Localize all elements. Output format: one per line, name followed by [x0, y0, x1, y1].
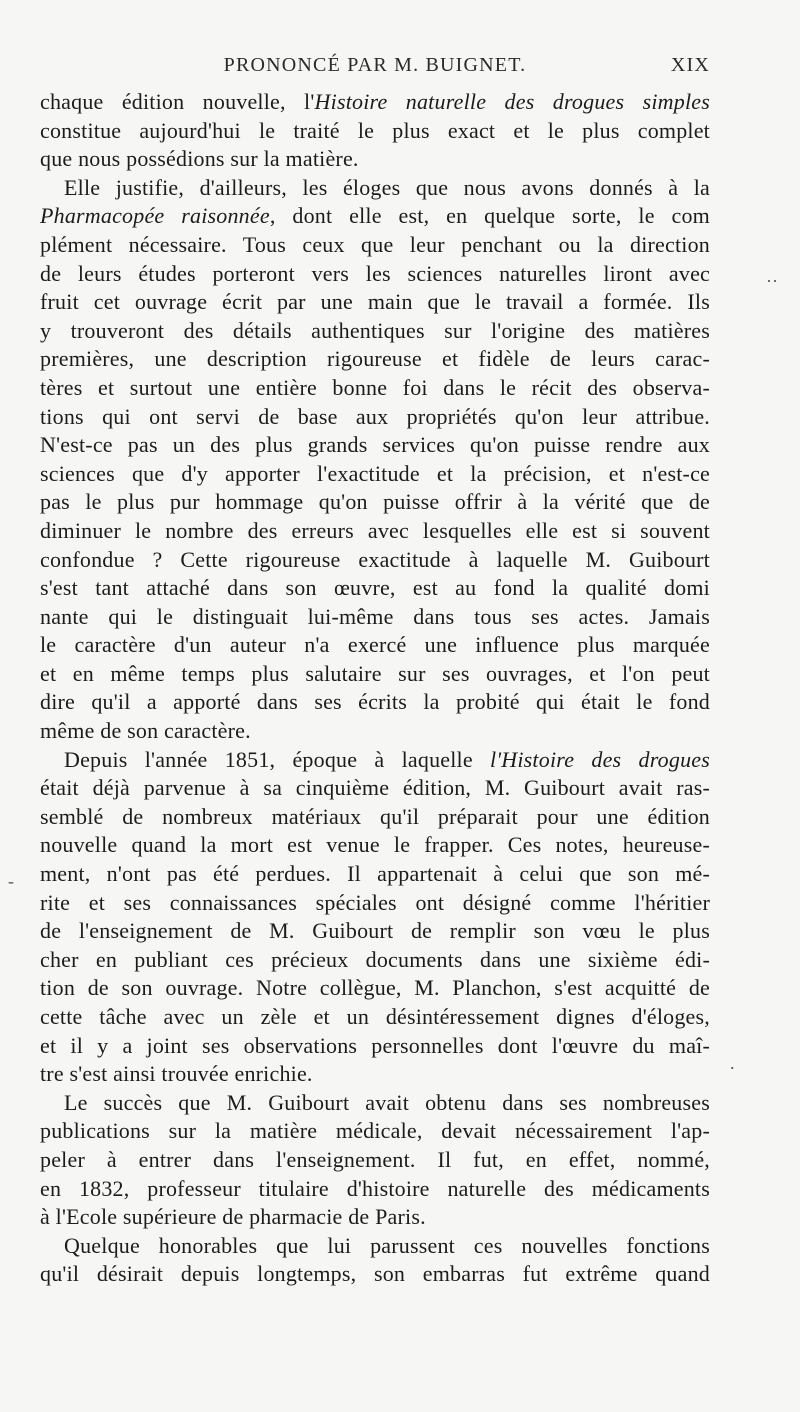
margin-mark: - [8, 871, 14, 891]
text-line [40, 431, 710, 460]
text-segment: dire qu'il a apporté dans ses écrits la probité qui était le fond [40, 689, 710, 715]
text-line [40, 1117, 710, 1146]
text-line [40, 317, 710, 346]
text-line [40, 202, 710, 231]
text-line [40, 1260, 710, 1289]
text-line [40, 145, 710, 174]
text-line [40, 660, 710, 689]
text-line [40, 1203, 710, 1232]
text-segment: Le succès que M. Guibourt avait obtenu dans ses nombreuses [64, 1089, 710, 1115]
text-segment: était déjà parvenue à sa cinquième édition, M. Guibourt avait ras- [40, 775, 710, 801]
text-line [40, 831, 710, 860]
text-line [40, 1089, 710, 1118]
running-head [40, 54, 710, 84]
italic-title: Pharmacopée raisonnée [40, 203, 270, 229]
text-line [40, 946, 710, 975]
text-segment: pas le plus pur hommage qu'on puisse offrir à la vérité que de [40, 489, 710, 515]
text-line [40, 631, 710, 660]
text-segment: et il y a joint ses observations personnelles dont l'œuvre du maî- [40, 1032, 710, 1058]
text-segment: y trouveront des détails authentiques sur l'origine des matières [40, 317, 710, 343]
text-segment: et en même temps plus salutaire sur ses ouvrages, et l'on peut [40, 660, 710, 686]
text-segment: peler à entrer dans l'enseignement. Il fut, en effet, nommé, [40, 1146, 710, 1172]
text-line [40, 1003, 710, 1032]
text-segment: à l'Ecole supérieure de pharmacie de Paris. [40, 1204, 426, 1230]
text-segment: rite et ses connaissances spéciales ont désigné comme l'héritier [40, 889, 710, 915]
text-line [40, 1060, 710, 1089]
margin-mark: . [730, 1053, 735, 1073]
text-line [40, 403, 710, 432]
text-segment: tions qui ont servi de base aux propriétés qu'on leur attribue. [40, 403, 710, 429]
text-segment: premières, une description rigoureuse et fidèle de leurs carac- [40, 346, 710, 372]
text-line [40, 117, 710, 146]
text-line [40, 803, 710, 832]
text-segment: même de son caractère. [40, 718, 251, 744]
text-segment: diminuer le nombre des erreurs avec lesquelles elle est si souvent [40, 517, 710, 543]
text-segment: N'est-ce pas un des plus grands services qu'on puisse rendre aux [40, 432, 710, 458]
italic-title: Histoire naturelle des drogues simples [314, 89, 710, 114]
italic-title: l'Histoire des drogues [490, 746, 710, 772]
text-segment: constitue aujourd'hui le traité le plus exact et le plus complet [40, 117, 710, 143]
text-line [40, 746, 710, 775]
text-segment: sciences que d'y apporter l'exactitude et la précision, et n'est-ce [40, 460, 710, 486]
body-text [40, 88, 710, 1289]
text-line [40, 231, 710, 260]
text-line [40, 1032, 710, 1061]
text-segment: de l'enseignement de M. Guibourt de remplir son vœu le plus [40, 918, 710, 944]
text-line [40, 517, 710, 546]
text-line [40, 460, 710, 489]
text-line [40, 174, 710, 203]
text-segment: tères et surtout une entière bonne foi dans le récit des observa- [40, 374, 710, 400]
text-line [40, 889, 710, 918]
text-line [40, 288, 710, 317]
text-segment: plément nécessaire. Tous ceux que leur penchant ou la direction [40, 231, 710, 257]
text-segment: tion de son ouvrage. Notre collègue, M. Planchon, s'est acquitté de [40, 975, 710, 1001]
text-line [40, 860, 710, 889]
page-number: XIX [670, 54, 710, 76]
text-segment: tre s'est ainsi trouvée enrichie. [40, 1061, 313, 1087]
text-segment: de leurs études porteront vers les sciences naturelles liront avec [40, 260, 710, 286]
running-title: PRONONCÉ PAR M. BUIGNET. [223, 54, 527, 76]
text-line [40, 345, 710, 374]
text-segment: Elle justifie, d'ailleurs, les éloges que nous avons donnés à la [64, 174, 710, 200]
text-segment: le caractère d'un auteur n'a exercé une influence plus marquée [40, 632, 710, 658]
text-line [40, 974, 710, 1003]
text-line [40, 488, 710, 517]
text-segment: semblé de nombreux matériaux qu'il préparait pour une édition [40, 803, 710, 829]
text-segment: confondue ? Cette rigoureuse exactitude à laquelle M. Guibourt [40, 546, 710, 572]
text-line [40, 1146, 710, 1175]
text-segment: que nous possédions sur la matière. [40, 146, 359, 172]
text-segment: qu'il désirait depuis longtemps, son embarras fut extrême quand [40, 1261, 710, 1287]
text-segment: nouvelle quand la mort est venue le frapper. Ces notes, heureuse- [40, 832, 710, 858]
text-line [40, 574, 710, 603]
text-line [40, 1175, 710, 1204]
text-segment: publications sur la matière médicale, devait nécessairement l'ap- [40, 1118, 710, 1144]
text-segment: cette tâche avec un zèle et un désintéressement dignes d'éloges, [40, 1004, 710, 1029]
text-segment: Quelque honorables que lui parussent ces nouvelles fonctions [64, 1232, 710, 1258]
text-segment: en 1832, professeur titulaire d'histoire naturelle des médicaments [40, 1175, 710, 1201]
text-segment: s'est tant attaché dans son œuvre, est au fond la qualité domi [40, 575, 710, 601]
text-segment: cher en publiant ces précieux documents dans une sixième édi- [40, 946, 710, 972]
text-line [40, 717, 710, 746]
text-line [40, 603, 710, 632]
text-line [40, 1232, 710, 1261]
text-segment: fruit cet ouvrage écrit par une main que le travail a formée. Ils [40, 289, 710, 315]
text-line [40, 260, 710, 289]
text-segment: , dont elle est, en quelque sorte, le com [269, 203, 710, 229]
text-line [40, 88, 710, 117]
text-line [40, 774, 710, 803]
text-line [40, 374, 710, 403]
text-segment: ment, n'ont pas été perdues. Il appartenait à celui que son mé- [40, 861, 710, 887]
text-line [40, 688, 710, 717]
margin-mark: ·· [766, 271, 778, 291]
text-line [40, 546, 710, 575]
text-line [40, 917, 710, 946]
text-segment: chaque édition nouvelle, l' [40, 89, 315, 114]
text-segment: Depuis l'année 1851, époque à laquelle [64, 746, 491, 772]
text-segment: nante qui le distinguait lui-même dans tous ses actes. Jamais [40, 603, 710, 629]
